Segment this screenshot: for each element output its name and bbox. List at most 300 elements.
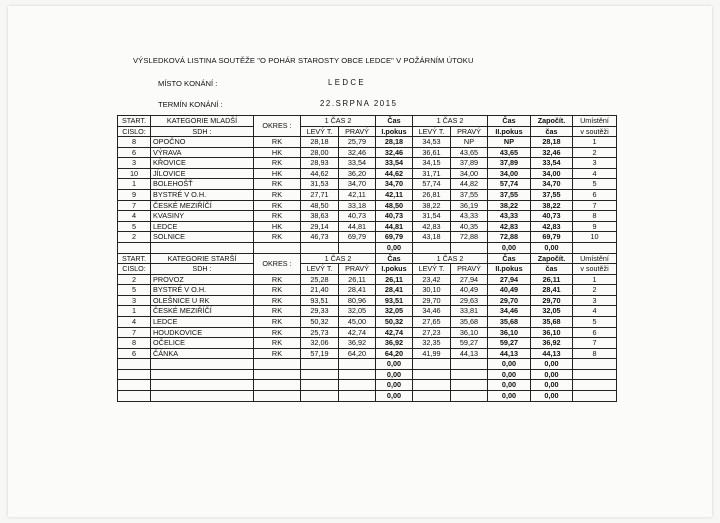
levy-1-cell: 28,00 — [301, 147, 339, 158]
mladsi-cas-2-header: Čas — [488, 116, 531, 127]
start-cell: 1 — [118, 306, 151, 317]
levy-2-cell — [413, 369, 451, 380]
levy-1-cell — [301, 380, 339, 391]
pravy-2-cell: 59,27 — [451, 338, 488, 349]
cas-1-cell: 0,00 — [376, 380, 413, 391]
start-cell: 3 — [118, 295, 151, 306]
cas-2-cell: 34,00 — [488, 168, 531, 179]
levy-2-cell: 38,22 — [413, 200, 451, 211]
mladsi-iipokus-header: II.pokus — [488, 126, 531, 137]
table-row — [118, 380, 617, 391]
levy-1-cell: 29,14 — [301, 221, 339, 232]
umisteni-cell: 1 — [573, 137, 617, 148]
zapocit-cell: 34,70 — [531, 179, 573, 190]
levy-2-cell: 34,53 — [413, 137, 451, 148]
table-row — [118, 295, 617, 306]
levy-2-cell: 32,35 — [413, 338, 451, 349]
cas-1-cell: 0,00 — [376, 242, 413, 253]
levy-1-cell: 46,73 — [301, 232, 339, 243]
pravy-1-cell: 42,74 — [339, 327, 376, 338]
mladsi-zapocit-header: Započít. — [531, 116, 573, 127]
cas-2-cell: 27,94 — [488, 274, 531, 285]
levy-1-cell: 38,63 — [301, 211, 339, 222]
start-cell: 4 — [118, 316, 151, 327]
table-row — [118, 274, 617, 285]
table-row — [118, 137, 617, 148]
levy-2-cell: 30,10 — [413, 285, 451, 296]
mladsi-header-row-1 — [118, 116, 617, 127]
pravy-2-cell — [451, 359, 488, 370]
zapocit-cell: 32,05 — [531, 306, 573, 317]
pravy-2-cell: 40,35 — [451, 221, 488, 232]
table-row — [118, 189, 617, 200]
start-cell: 1 — [118, 179, 151, 190]
starsi-pravy-1-header: PRAVÝ — [339, 264, 376, 275]
okres-cell: RK — [254, 232, 301, 243]
starsi-start-header: START. — [118, 253, 151, 264]
cas-2-cell: 29,70 — [488, 295, 531, 306]
levy-1-cell: 21,40 — [301, 285, 339, 296]
table-row — [118, 306, 617, 317]
okres-cell: RK — [254, 189, 301, 200]
pravy-1-cell — [339, 391, 376, 402]
levy-1-cell — [301, 359, 339, 370]
cas-1-cell: 34,70 — [376, 179, 413, 190]
levy-1-cell: 28,18 — [301, 137, 339, 148]
cas-1-cell: 28,41 — [376, 285, 413, 296]
pravy-1-cell: 32,05 — [339, 306, 376, 317]
cas-2-cell: 59,27 — [488, 338, 531, 349]
mladsi-umisteni-header: Umístění — [573, 116, 617, 127]
start-cell: 4 — [118, 211, 151, 222]
okres-cell: RK — [254, 285, 301, 296]
zapocit-cell: 69,79 — [531, 232, 573, 243]
okres-cell: RK — [254, 306, 301, 317]
team-name-cell — [151, 391, 254, 402]
table-row — [118, 211, 617, 222]
team-name-cell — [151, 242, 254, 253]
umisteni-cell: 2 — [573, 285, 617, 296]
pravy-1-cell: 34,70 — [339, 179, 376, 190]
levy-1-cell: 27,71 — [301, 189, 339, 200]
pravy-1-cell: 69,79 — [339, 232, 376, 243]
levy-2-cell: 27,65 — [413, 316, 451, 327]
mladsi-cas-1-header: Čas — [376, 116, 413, 127]
cas-2-cell: 57,74 — [488, 179, 531, 190]
zapocit-cell: 28,41 — [531, 285, 573, 296]
umisteni-cell: 7 — [573, 200, 617, 211]
okres-cell: RK — [254, 316, 301, 327]
start-cell — [118, 242, 151, 253]
starsi-levy-2-header: LEVÝ T. — [413, 264, 451, 275]
date-value: 22.SRPNA 2015 — [320, 99, 398, 108]
cas-2-cell: 37,89 — [488, 158, 531, 169]
table-row — [118, 316, 617, 327]
pravy-2-cell — [451, 242, 488, 253]
pravy-1-cell: 28,41 — [339, 285, 376, 296]
mladsi-pravy-1-header: PRAVÝ — [339, 126, 376, 137]
zapocit-cell: 40,73 — [531, 211, 573, 222]
mladsi-vsoutezi-header: v soutěži — [573, 126, 617, 137]
zapocit-cell: 0,00 — [531, 369, 573, 380]
mladsi-cislo-header: CISLO: — [118, 126, 151, 137]
cas-2-cell: 0,00 — [488, 242, 531, 253]
starsi-levy-1-header: LEVÝ T. — [301, 264, 339, 275]
umisteni-cell: 5 — [573, 316, 617, 327]
levy-2-cell: 36,61 — [413, 147, 451, 158]
table-row — [118, 369, 617, 380]
levy-1-cell: 93,51 — [301, 295, 339, 306]
mladsi-ipokus-header: I.pokus — [376, 126, 413, 137]
zapocit-cell: 0,00 — [531, 391, 573, 402]
team-name-cell: ČESKÉ MEZIŘÍČÍ — [151, 306, 254, 317]
pravy-2-cell: 37,89 — [451, 158, 488, 169]
umisteni-cell: 7 — [573, 338, 617, 349]
okres-cell — [254, 369, 301, 380]
starsi-sdh-header: SDH : — [151, 264, 254, 275]
umisteni-cell — [573, 242, 617, 253]
okres-cell — [254, 359, 301, 370]
cas-1-cell: 69,79 — [376, 232, 413, 243]
okres-cell — [254, 242, 301, 253]
zapocit-cell: 0,00 — [531, 359, 573, 370]
starsi-cas-2-header: Čas — [488, 253, 531, 264]
table-row — [118, 359, 617, 370]
table-row — [118, 200, 617, 211]
start-cell: 2 — [118, 232, 151, 243]
zapocit-cell: 34,00 — [531, 168, 573, 179]
mladsi-zapocit-cas-header: čas — [531, 126, 573, 137]
start-cell: 8 — [118, 137, 151, 148]
start-cell: 5 — [118, 285, 151, 296]
levy-1-cell: 50,32 — [301, 316, 339, 327]
okres-cell: RK — [254, 295, 301, 306]
umisteni-cell: 10 — [573, 232, 617, 243]
cas-2-cell: 0,00 — [488, 391, 531, 402]
mladsi-start-header: START. — [118, 116, 151, 127]
umisteni-cell: 8 — [573, 211, 617, 222]
date-label: TERMÍN KONÁNÍ : — [158, 100, 223, 109]
pravy-2-cell: 43,65 — [451, 147, 488, 158]
cas-2-cell: 43,33 — [488, 211, 531, 222]
umisteni-cell: 3 — [573, 158, 617, 169]
umisteni-cell: 6 — [573, 327, 617, 338]
levy-2-cell: 41,99 — [413, 348, 451, 359]
pravy-2-cell: 72,88 — [451, 232, 488, 243]
levy-2-cell — [413, 380, 451, 391]
pravy-1-cell — [339, 369, 376, 380]
levy-2-cell: 27,23 — [413, 327, 451, 338]
levy-2-cell: 26,81 — [413, 189, 451, 200]
cas-2-cell: 40,49 — [488, 285, 531, 296]
start-cell — [118, 359, 151, 370]
pravy-1-cell — [339, 380, 376, 391]
table-row — [118, 391, 617, 402]
pravy-1-cell: 33,54 — [339, 158, 376, 169]
pravy-1-cell — [339, 359, 376, 370]
zapocit-cell: 0,00 — [531, 242, 573, 253]
umisteni-cell — [573, 369, 617, 380]
okres-cell: RK — [254, 179, 301, 190]
cas-1-cell: 32,46 — [376, 147, 413, 158]
levy-1-cell: 44,62 — [301, 168, 339, 179]
start-cell — [118, 380, 151, 391]
team-name-cell: OPOČNO — [151, 137, 254, 148]
team-name-cell: HOUDKOVICE — [151, 327, 254, 338]
pravy-1-cell: 36,92 — [339, 338, 376, 349]
umisteni-cell — [573, 391, 617, 402]
levy-2-cell — [413, 391, 451, 402]
starsi-cas-pair-1-header: 1 ČAS 2 — [301, 253, 376, 264]
team-name-cell: KVASINY — [151, 211, 254, 222]
pravy-2-cell: 37,55 — [451, 189, 488, 200]
levy-1-cell: 32,06 — [301, 338, 339, 349]
mladsi-header-row-2 — [118, 126, 617, 137]
okres-cell: RK — [254, 274, 301, 285]
pravy-2-cell: 43,33 — [451, 211, 488, 222]
umisteni-cell: 3 — [573, 295, 617, 306]
mladsi-cas-pair-1-header: 1 ČAS 2 — [301, 116, 376, 127]
table-row — [118, 179, 617, 190]
start-cell: 6 — [118, 147, 151, 158]
team-name-cell — [151, 380, 254, 391]
mladsi-levy-1-header: LEVÝ T. — [301, 126, 339, 137]
zapocit-cell: 29,70 — [531, 295, 573, 306]
team-name-cell — [151, 369, 254, 380]
team-name-cell: BYSTRÉ V O.H. — [151, 285, 254, 296]
okres-cell: RK — [254, 327, 301, 338]
table-row — [118, 338, 617, 349]
cas-2-cell: 35,68 — [488, 316, 531, 327]
start-cell: 9 — [118, 189, 151, 200]
pravy-2-cell: NP — [451, 137, 488, 148]
levy-2-cell: 31,71 — [413, 168, 451, 179]
team-name-cell: VÝRAVA — [151, 147, 254, 158]
pravy-1-cell: 33,18 — [339, 200, 376, 211]
okres-cell: RK — [254, 338, 301, 349]
levy-1-cell — [301, 369, 339, 380]
pravy-2-cell: 27,94 — [451, 274, 488, 285]
cas-1-cell: 0,00 — [376, 369, 413, 380]
team-name-cell: ČESKÉ MEZIŘÍČÍ — [151, 200, 254, 211]
mladsi-cas-pair-2-header: 1 ČAS 2 — [413, 116, 488, 127]
umisteni-cell: 8 — [573, 348, 617, 359]
team-name-cell: BOLEHOŠŤ — [151, 179, 254, 190]
levy-1-cell — [301, 391, 339, 402]
zapocit-cell: 36,10 — [531, 327, 573, 338]
levy-2-cell: 42,83 — [413, 221, 451, 232]
cas-1-cell: 44,81 — [376, 221, 413, 232]
pravy-2-cell: 35,68 — [451, 316, 488, 327]
starsi-pravy-2-header: PRAVÝ — [451, 264, 488, 275]
start-cell: 7 — [118, 200, 151, 211]
levy-1-cell: 29,33 — [301, 306, 339, 317]
starsi-cas-1-header: Čas — [376, 253, 413, 264]
starsi-ipokus-header: I.pokus — [376, 264, 413, 275]
levy-1-cell: 28,93 — [301, 158, 339, 169]
table-row — [118, 285, 617, 296]
starsi-header-row-2 — [118, 264, 617, 275]
cas-2-cell: 36,10 — [488, 327, 531, 338]
pravy-2-cell: 36,19 — [451, 200, 488, 211]
okres-cell — [254, 380, 301, 391]
cas-1-cell: 50,32 — [376, 316, 413, 327]
pravy-1-cell: 45,00 — [339, 316, 376, 327]
team-name-cell: OLEŠNICE U RK — [151, 295, 254, 306]
okres-cell: RK — [254, 348, 301, 359]
zapocit-cell: 44,13 — [531, 348, 573, 359]
okres-cell: RK — [254, 158, 301, 169]
pravy-2-cell — [451, 391, 488, 402]
pravy-2-cell — [451, 380, 488, 391]
cas-2-cell: 43,65 — [488, 147, 531, 158]
team-name-cell: KŘOVICE — [151, 158, 254, 169]
zapocit-cell: 38,22 — [531, 200, 573, 211]
starsi-cislo-header: CISLO: — [118, 264, 151, 275]
pravy-2-cell — [451, 369, 488, 380]
starsi-umisteni-header: Umístění — [573, 253, 617, 264]
venue-value: LEDCE — [328, 78, 366, 87]
team-name-cell: BYSTRÉ V O.H. — [151, 189, 254, 200]
cas-2-cell: 0,00 — [488, 380, 531, 391]
zapocit-cell: 42,83 — [531, 221, 573, 232]
starsi-zapocit-header: Započít. — [531, 253, 573, 264]
cas-2-cell: 72,88 — [488, 232, 531, 243]
start-cell: 3 — [118, 158, 151, 169]
zapocit-cell: 33,54 — [531, 158, 573, 169]
levy-2-cell — [413, 359, 451, 370]
cas-2-cell: NP — [488, 137, 531, 148]
levy-2-cell: 34,15 — [413, 158, 451, 169]
zapocit-cell: 35,68 — [531, 316, 573, 327]
umisteni-cell — [573, 359, 617, 370]
team-name-cell: OČELICE — [151, 338, 254, 349]
cas-1-cell: 40,73 — [376, 211, 413, 222]
pravy-1-cell: 25,79 — [339, 137, 376, 148]
cas-1-cell: 28,18 — [376, 137, 413, 148]
pravy-1-cell: 32,46 — [339, 147, 376, 158]
cas-1-cell: 32,05 — [376, 306, 413, 317]
results-table — [117, 115, 617, 402]
team-name-cell: LEDCE — [151, 221, 254, 232]
levy-2-cell: 34,46 — [413, 306, 451, 317]
umisteni-cell: 5 — [573, 179, 617, 190]
mladsi-sdh-header: SDH : — [151, 126, 254, 137]
levy-1-cell: 57,19 — [301, 348, 339, 359]
table-row — [118, 221, 617, 232]
starsi-cas-pair-2-header: 1 ČAS 2 — [413, 253, 488, 264]
okres-cell: HK — [254, 168, 301, 179]
umisteni-cell: 6 — [573, 189, 617, 200]
okres-cell: RK — [254, 137, 301, 148]
pravy-2-cell: 40,49 — [451, 285, 488, 296]
pravy-2-cell: 44,82 — [451, 179, 488, 190]
mladsi-levy-2-header: LEVÝ T. — [413, 126, 451, 137]
table-row — [118, 327, 617, 338]
table-row — [118, 158, 617, 169]
cas-2-cell: 0,00 — [488, 359, 531, 370]
cas-1-cell: 36,92 — [376, 338, 413, 349]
start-cell — [118, 391, 151, 402]
umisteni-cell: 4 — [573, 306, 617, 317]
cas-2-cell: 38,22 — [488, 200, 531, 211]
start-cell: 6 — [118, 348, 151, 359]
start-cell — [118, 369, 151, 380]
umisteni-cell: 2 — [573, 147, 617, 158]
pravy-1-cell: 64,20 — [339, 348, 376, 359]
pravy-1-cell — [339, 242, 376, 253]
starsi-header-row-1 — [118, 253, 617, 264]
pravy-1-cell: 42,11 — [339, 189, 376, 200]
starsi-vsoutezi-header: v soutěži — [573, 264, 617, 275]
okres-cell — [254, 391, 301, 402]
levy-2-cell: 43,18 — [413, 232, 451, 243]
start-cell: 8 — [118, 338, 151, 349]
zapocit-cell: 36,92 — [531, 338, 573, 349]
levy-2-cell: 29,70 — [413, 295, 451, 306]
levy-2-cell — [413, 242, 451, 253]
cas-1-cell: 93,51 — [376, 295, 413, 306]
levy-1-cell: 48,50 — [301, 200, 339, 211]
cas-1-cell: 48,50 — [376, 200, 413, 211]
cas-1-cell: 42,74 — [376, 327, 413, 338]
levy-2-cell: 57,74 — [413, 179, 451, 190]
team-name-cell: PROVOZ — [151, 274, 254, 285]
cas-2-cell: 0,00 — [488, 369, 531, 380]
cas-1-cell: 44,62 — [376, 168, 413, 179]
table-row — [118, 168, 617, 179]
mladsi-pravy-2-header: PRAVÝ — [451, 126, 488, 137]
okres-cell: RK — [254, 200, 301, 211]
okres-cell: HK — [254, 221, 301, 232]
zapocit-cell: 32,46 — [531, 147, 573, 158]
starsi-zapocit-cas-header: čas — [531, 264, 573, 275]
team-name-cell: ČÁNKA — [151, 348, 254, 359]
table-row — [118, 147, 617, 158]
pravy-2-cell: 33,81 — [451, 306, 488, 317]
cas-2-cell: 34,46 — [488, 306, 531, 317]
levy-1-cell: 25,28 — [301, 274, 339, 285]
levy-1-cell — [301, 242, 339, 253]
pravy-1-cell: 26,11 — [339, 274, 376, 285]
mladsi-okres-header: OKRES : — [254, 116, 301, 137]
document-title: VÝSLEDKOVÁ LISTINA SOUTĚŽE "O POHÁR STAROSTY OBCE LEDCE" V POŽÁRNÍM ÚTOKU — [133, 56, 474, 65]
umisteni-cell: 1 — [573, 274, 617, 285]
levy-2-cell: 23,42 — [413, 274, 451, 285]
levy-1-cell: 25,73 — [301, 327, 339, 338]
pravy-2-cell: 36,10 — [451, 327, 488, 338]
zapocit-cell: 26,11 — [531, 274, 573, 285]
start-cell: 7 — [118, 327, 151, 338]
cas-1-cell: 0,00 — [376, 391, 413, 402]
umisteni-cell: 4 — [573, 168, 617, 179]
cas-1-cell: 0,00 — [376, 359, 413, 370]
cas-2-cell: 44,13 — [488, 348, 531, 359]
cas-1-cell: 42,11 — [376, 189, 413, 200]
umisteni-cell: 9 — [573, 221, 617, 232]
cas-1-cell: 26,11 — [376, 274, 413, 285]
cas-2-cell: 42,83 — [488, 221, 531, 232]
team-name-cell: JÍLOVICE — [151, 168, 254, 179]
start-cell: 10 — [118, 168, 151, 179]
okres-cell: RK — [254, 211, 301, 222]
pravy-1-cell: 40,73 — [339, 211, 376, 222]
pravy-1-cell: 80,96 — [339, 295, 376, 306]
cas-1-cell: 33,54 — [376, 158, 413, 169]
table-row — [118, 348, 617, 359]
umisteni-cell — [573, 380, 617, 391]
zapocit-cell: 0,00 — [531, 380, 573, 391]
